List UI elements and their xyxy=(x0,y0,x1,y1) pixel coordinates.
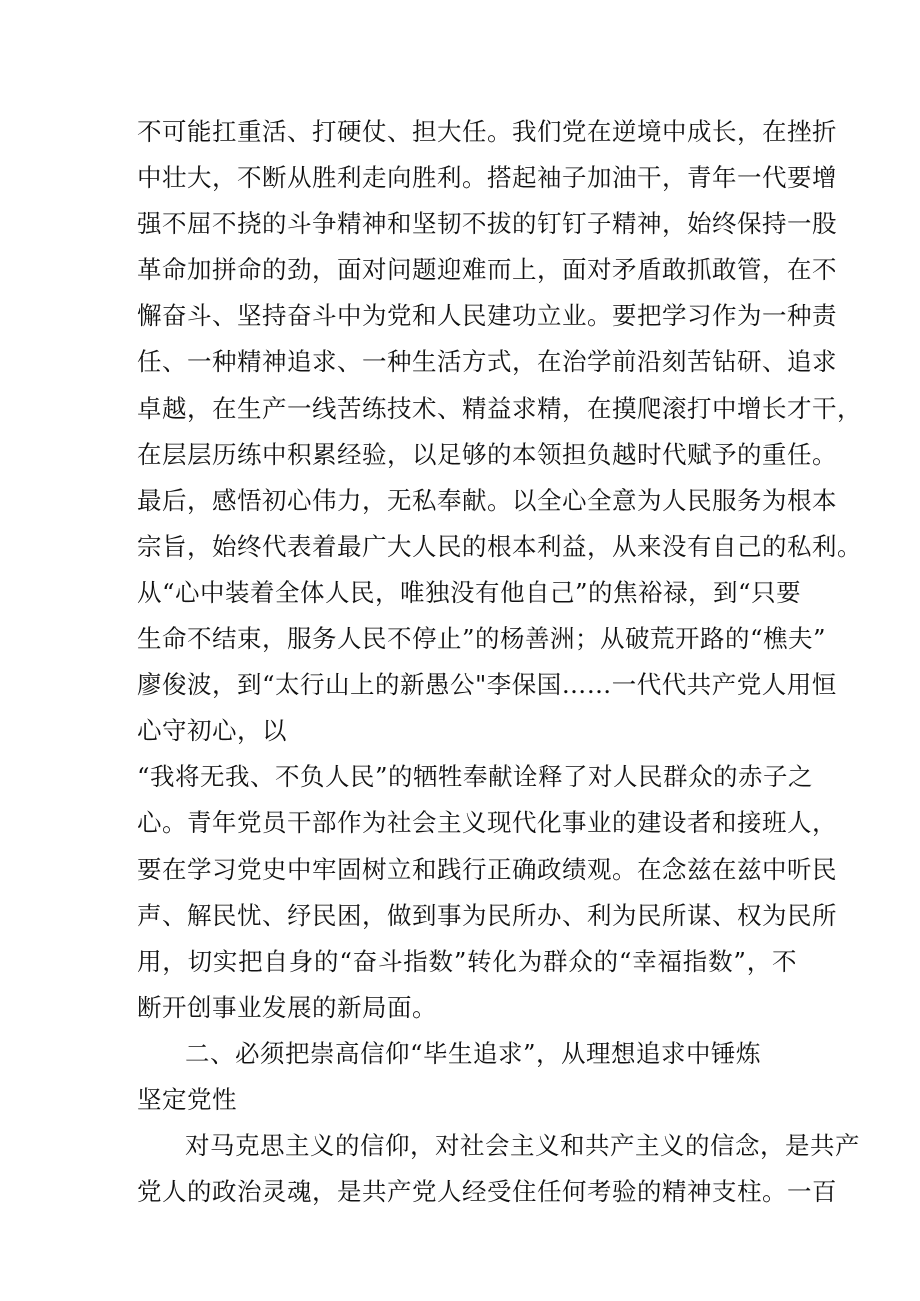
text-line: 对马克思主义的信仰，对社会主义和共产主义的信念，是共产 xyxy=(185,1131,860,1161)
text-line: 任、一种精神追求、一种生活方式，在治学前沿刻苦钻研、追求 xyxy=(137,347,837,377)
text-line: 从“心中装着全体人民，唯独没有他自己”的焦裕禄，到“只要 xyxy=(137,577,802,607)
text-line: 在层层历练中积累经验，以足够的本领担负越时代赋予的重任。 xyxy=(137,439,837,469)
text-line: 断开创事业发展的新局面。 xyxy=(137,992,437,1022)
text-line: 要在学习党史中牢固树立和践行正确政绩观。在念兹在兹中听民 xyxy=(137,854,837,884)
text-line: 懈奋斗、坚持奋斗中为党和人民建功立业。要把学习作为一种责 xyxy=(137,301,837,331)
text-line: 中壮大，不断从胜利走向胜利。搭起袖子加油干，青年一代要增 xyxy=(137,163,837,193)
text-line: “我将无我、不负人民”的牺牲奉献诠释了对人民群众的赤子之 xyxy=(137,762,814,792)
text-line: 心守初心，以 xyxy=(137,716,287,746)
body-text xyxy=(137,109,862,1215)
section-heading: 二、必须把崇高信仰“毕生追求”，从理想追求中锤炼 xyxy=(185,1038,762,1068)
text-line: 党人的政治灵魂，是共产党人经受住任何考验的精神支柱。一百 xyxy=(137,1177,837,1207)
text-line: 不可能扛重活、打硬仗、担大任。我们党在逆境中成长，在挫折 xyxy=(137,117,837,146)
text-line: 用，切实把自身的“奋斗指数”转化为群众的“幸福指数”，不 xyxy=(137,946,797,976)
text-line: 强不屈不挠的斗争精神和坚韧不拔的钉钉子精神，始终保持一股 xyxy=(137,209,837,239)
text-line: 最后，感悟初心伟力，无私奉献。以全心全意为人民服务为根本 xyxy=(137,485,837,515)
text-line: 革命加拼命的劲，面对问题迎难而上，面对矛盾敢抓敢管，在不 xyxy=(137,255,837,285)
text-line: 声、解民忧、纾民困，做到事为民所办、利为民所谋、权为民所 xyxy=(137,900,837,930)
text-line: 宗旨，始终代表着最广大人民的根本利益，从来没有自己的私利。 xyxy=(137,531,862,561)
text-line: 心。青年党员干部作为社会主义现代化事业的建设者和接班人， xyxy=(137,808,837,838)
text-line: 廖俊波，到“太行山上的新愚公"李保国……一代代共产党人用恒 xyxy=(137,670,837,700)
section-heading-continuation: 坚定党性 xyxy=(137,1084,237,1114)
text-line: 卓越，在生产一线苦练技术、精益求精，在摸爬滚打中增长才干， xyxy=(137,393,862,423)
text-line: 生命不结束，服务人民不停止”的杨善洲；从破荒开路的“樵夫” xyxy=(137,624,827,654)
